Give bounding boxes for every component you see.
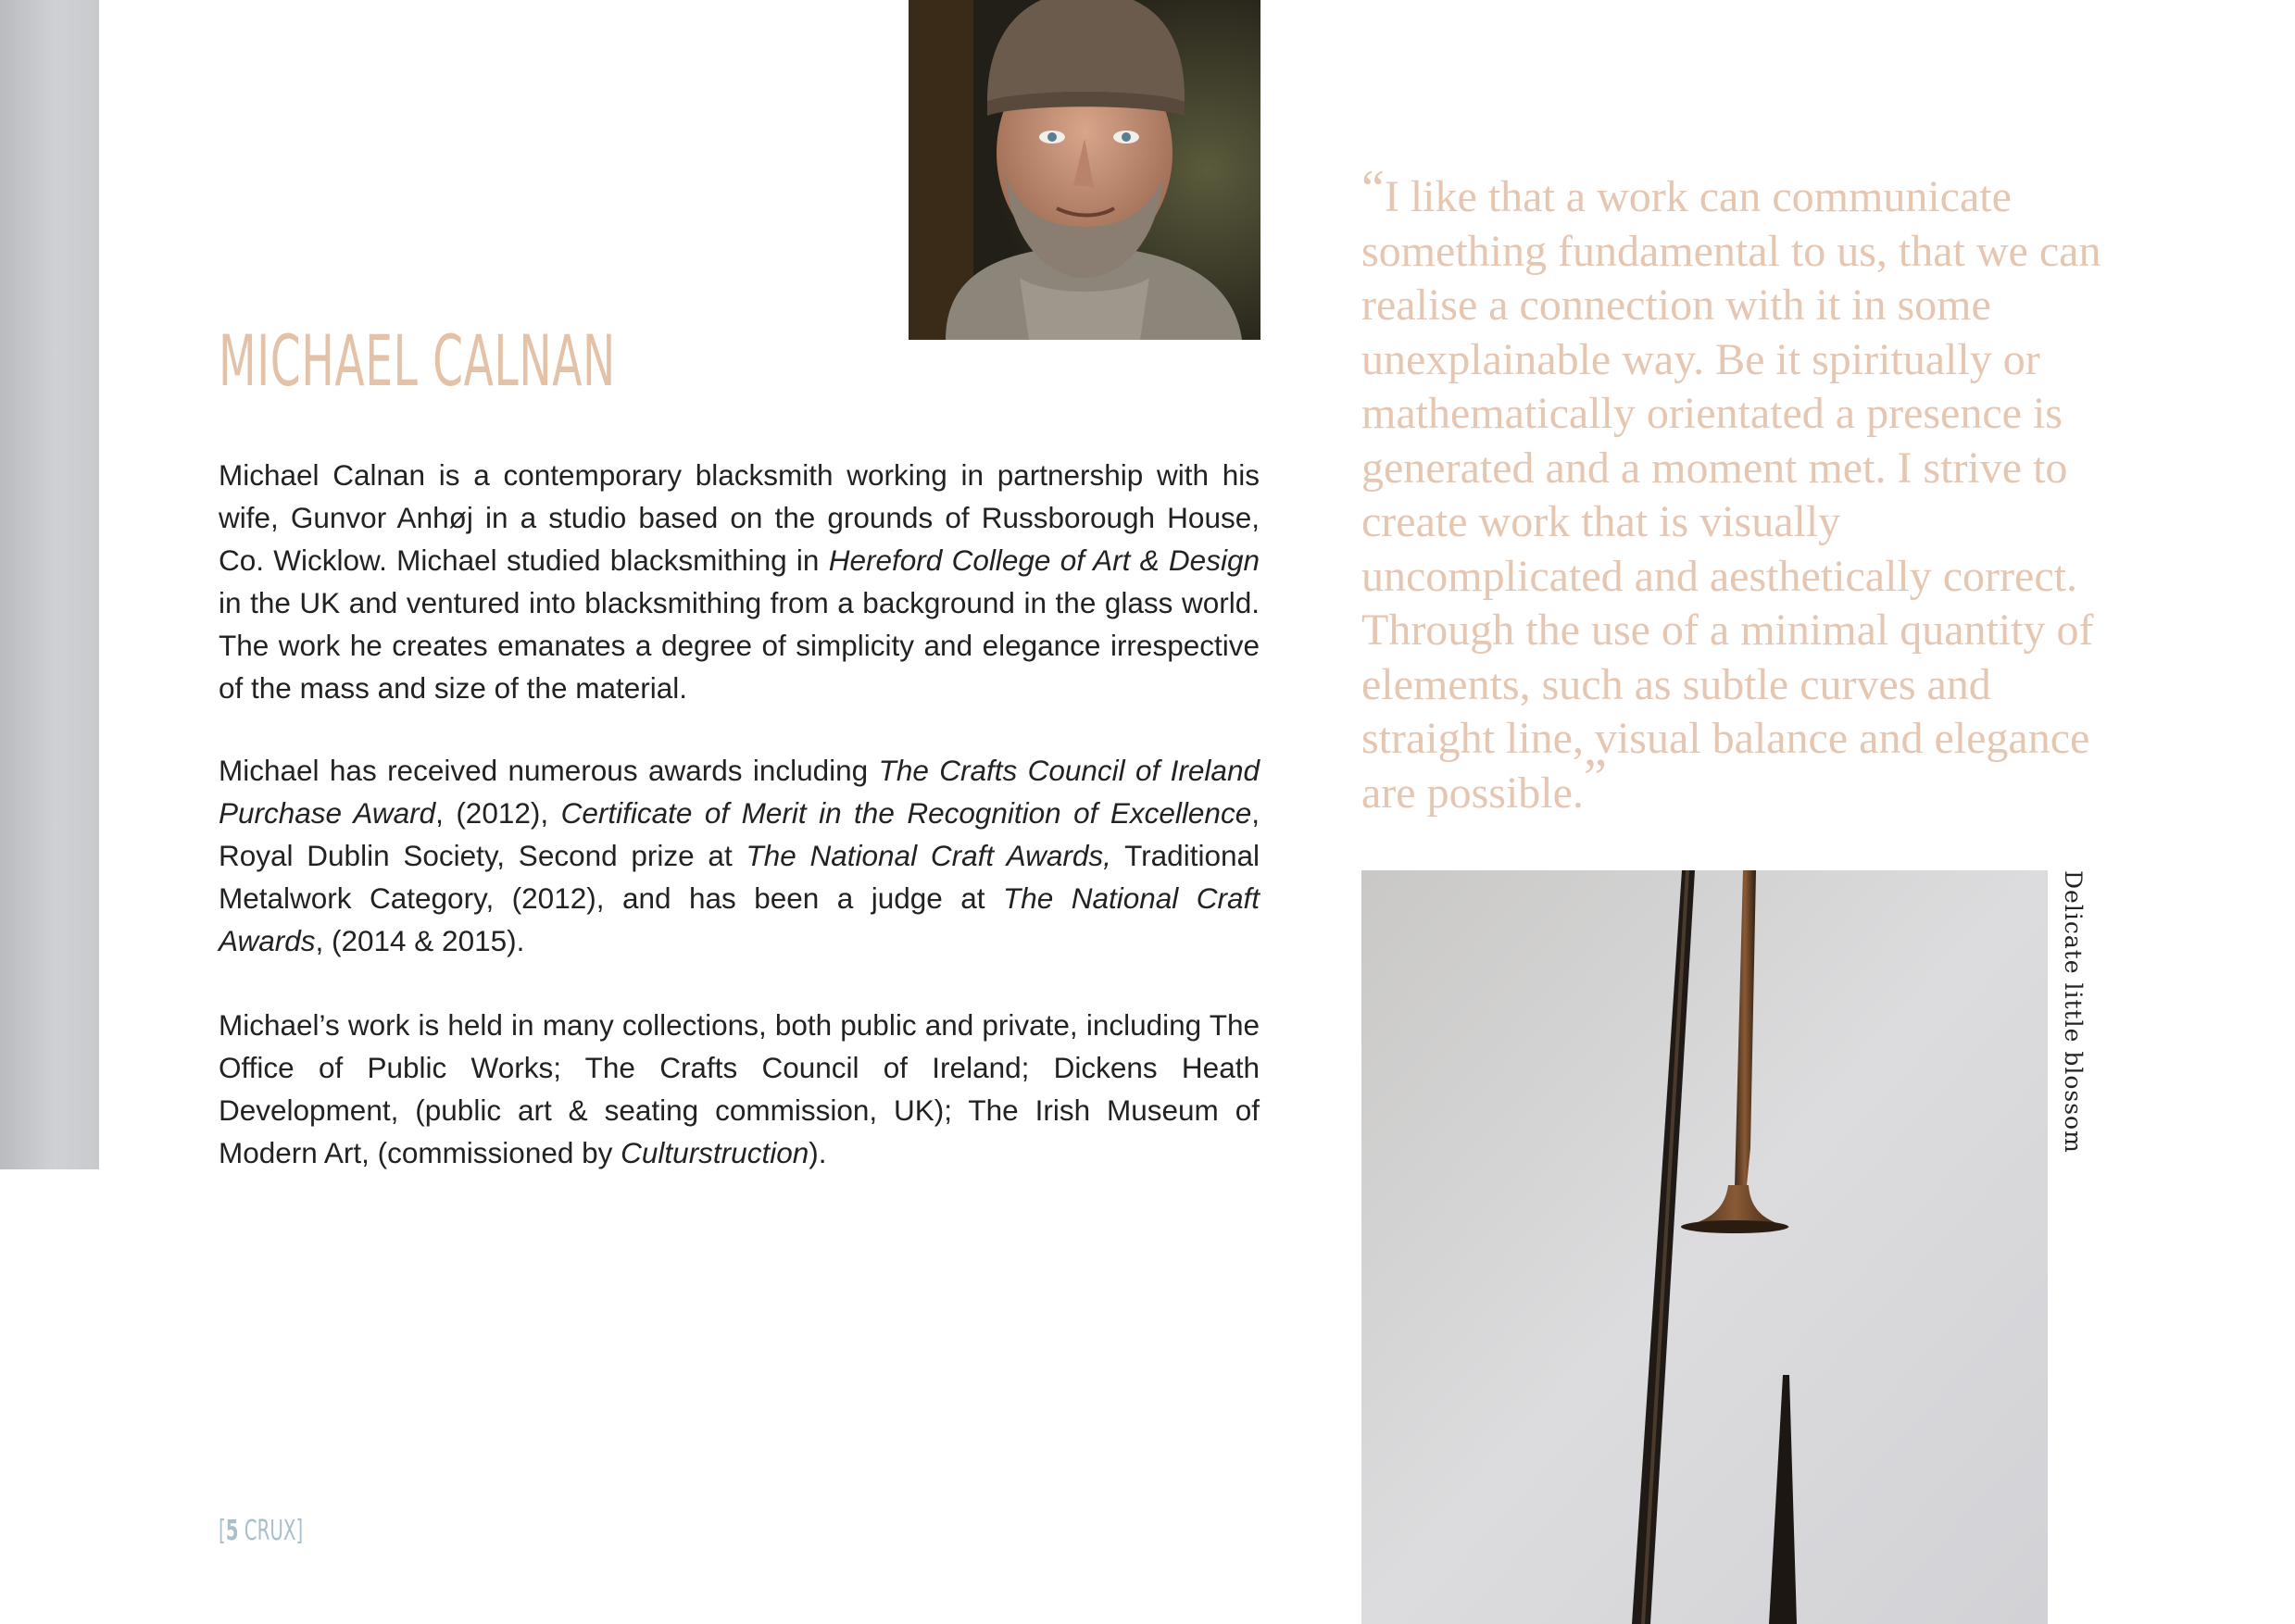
pull-quote-text: I like that a work can communicate something fundamental to us, that we can realise a connection with it in some unexplainable way. Be it spiritually or mathematically orientated a presence is generated and a moment met. I strive to create work that is visually uncomplicated and aesthetically correct. Through the use of a minimal quantity of elements, such as subtle curves and straight line, visual balance and elegance are possible. bbox=[1361, 172, 2101, 818]
folio-close-bracket: ] bbox=[295, 1515, 304, 1547]
page-number: 5 bbox=[225, 1515, 239, 1547]
bio-text-run: , (2014 & 2015). bbox=[315, 924, 525, 957]
page-folio bbox=[219, 1515, 303, 1548]
close-quote-mark: ” bbox=[1583, 748, 1607, 806]
artist-portrait-photo bbox=[909, 0, 1260, 340]
artist-name-heading: MICHAEL CALNAN bbox=[219, 319, 616, 402]
bio-italic-title: Hereford College of Art & Design bbox=[828, 543, 1260, 577]
bio-text-run: Michael’s work is held in many collections, both public and private, including The Office of Public Works; The Crafts Council of Ireland; Dickens Heath Development, (public art & seating commission, UK); The Irish Museum of Modern Art, (commissioned by bbox=[219, 1008, 1260, 1169]
bio-paragraph-collections bbox=[219, 1004, 1260, 1174]
pull-quote bbox=[1361, 160, 2102, 820]
bio-text-run: Michael Calnan is a contemporary blacksmith working in partnership with his wife, Gunvor Anhøj in a studio based on the grounds of Russborough House, Co. Wicklow. Michael studied blacksmithing in bbox=[219, 458, 1260, 577]
bio-text-run: Traditional Metalwork Category, (2012), and has been a judge at bbox=[219, 839, 1260, 915]
bio-paragraph-awards bbox=[219, 749, 1260, 962]
bio-italic-title: Culturstruction bbox=[621, 1136, 809, 1169]
bio-italic-title: The Crafts Council of Ireland Purchase Award bbox=[219, 754, 1260, 830]
bio-text-run: , (2012), bbox=[435, 796, 561, 830]
bio-paragraph-intro bbox=[219, 454, 1260, 709]
artwork-photo bbox=[1361, 870, 2048, 1624]
folio-open-bracket: [ bbox=[219, 1515, 226, 1547]
bio-text-run: ). bbox=[809, 1136, 827, 1169]
bio-italic-title: The National Craft Awards, bbox=[746, 839, 1111, 872]
bio-text-run: Michael has received numerous awards including bbox=[219, 754, 879, 787]
open-quote-mark: “ bbox=[1361, 160, 1385, 218]
bio-italic-title: Certificate of Merit in the Recognition of Excellence bbox=[560, 796, 1252, 830]
bio-text-run: in the UK and ventured into blacksmithing from a background in the glass world. The work he creates emanates a degree of simplicity and elegance irrespective of the mass and size of the material. bbox=[219, 586, 1260, 705]
left-edge-photo-strip bbox=[0, 0, 99, 1169]
bio-text-run: , Royal Dublin Society, Second prize at bbox=[219, 796, 1260, 872]
artwork-caption: Delicate little blossom bbox=[2060, 870, 2087, 1154]
bio-italic-title: The National Craft Awards bbox=[219, 881, 1260, 957]
publication-name: CRUX bbox=[238, 1515, 296, 1547]
